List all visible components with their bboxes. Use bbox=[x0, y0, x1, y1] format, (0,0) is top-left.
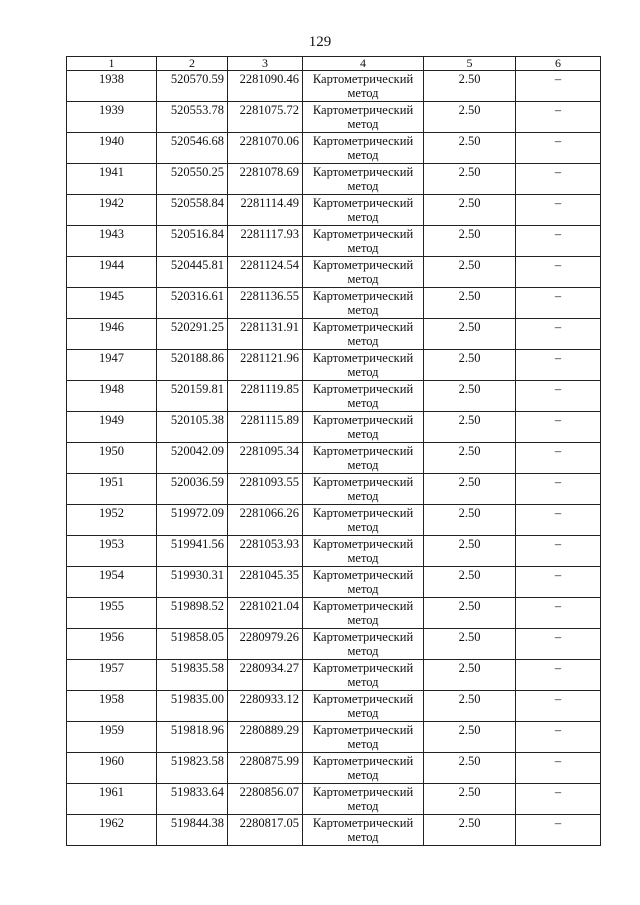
x-coordinate-cell: 520516.84 bbox=[157, 226, 228, 257]
accuracy-cell: 2.50 bbox=[424, 257, 516, 288]
note-cell: – bbox=[516, 722, 601, 753]
note-cell: – bbox=[516, 102, 601, 133]
point-number-cell: 1958 bbox=[67, 691, 157, 722]
y-coordinate-cell: 2281090.46 bbox=[228, 71, 303, 102]
x-coordinate-cell: 520159.81 bbox=[157, 381, 228, 412]
table-row bbox=[67, 660, 601, 691]
table-row bbox=[67, 784, 601, 815]
accuracy-cell: 2.50 bbox=[424, 133, 516, 164]
point-number-cell: 1953 bbox=[67, 536, 157, 567]
x-coordinate-cell: 520036.59 bbox=[157, 474, 228, 505]
y-coordinate-cell: 2280933.12 bbox=[228, 691, 303, 722]
method-cell: Картометрический метод bbox=[303, 102, 424, 133]
y-coordinate-cell: 2281136.55 bbox=[228, 288, 303, 319]
note-cell: – bbox=[516, 598, 601, 629]
table-row bbox=[67, 505, 601, 536]
y-coordinate-cell: 2281131.91 bbox=[228, 319, 303, 350]
point-number-cell: 1961 bbox=[67, 784, 157, 815]
table-row bbox=[67, 381, 601, 412]
note-cell: – bbox=[516, 381, 601, 412]
method-cell: Картометрический метод bbox=[303, 722, 424, 753]
point-number-cell: 1952 bbox=[67, 505, 157, 536]
x-coordinate-cell: 520570.59 bbox=[157, 71, 228, 102]
accuracy-cell: 2.50 bbox=[424, 753, 516, 784]
table-row bbox=[67, 629, 601, 660]
x-coordinate-cell: 519823.58 bbox=[157, 753, 228, 784]
y-coordinate-cell: 2280856.07 bbox=[228, 784, 303, 815]
table-row bbox=[67, 226, 601, 257]
method-cell: Картометрический метод bbox=[303, 598, 424, 629]
method-cell: Картометрический метод bbox=[303, 71, 424, 102]
table-row bbox=[67, 350, 601, 381]
x-coordinate-cell: 519818.96 bbox=[157, 722, 228, 753]
coordinates-table bbox=[66, 56, 601, 846]
accuracy-cell: 2.50 bbox=[424, 164, 516, 195]
method-cell: Картометрический метод bbox=[303, 536, 424, 567]
note-cell: – bbox=[516, 164, 601, 195]
point-number-cell: 1959 bbox=[67, 722, 157, 753]
x-coordinate-cell: 520316.61 bbox=[157, 288, 228, 319]
table-row bbox=[67, 412, 601, 443]
table-row bbox=[67, 722, 601, 753]
accuracy-cell: 2.50 bbox=[424, 598, 516, 629]
y-coordinate-cell: 2281124.54 bbox=[228, 257, 303, 288]
table-body bbox=[67, 71, 601, 846]
accuracy-cell: 2.50 bbox=[424, 195, 516, 226]
note-cell: – bbox=[516, 505, 601, 536]
x-coordinate-cell: 520188.86 bbox=[157, 350, 228, 381]
accuracy-cell: 2.50 bbox=[424, 102, 516, 133]
column-header-3: 3 bbox=[228, 57, 303, 71]
table-row bbox=[67, 443, 601, 474]
note-cell: – bbox=[516, 412, 601, 443]
accuracy-cell: 2.50 bbox=[424, 319, 516, 350]
accuracy-cell: 2.50 bbox=[424, 815, 516, 846]
point-number-cell: 1941 bbox=[67, 164, 157, 195]
point-number-cell: 1947 bbox=[67, 350, 157, 381]
point-number-cell: 1955 bbox=[67, 598, 157, 629]
table-row bbox=[67, 164, 601, 195]
accuracy-cell: 2.50 bbox=[424, 722, 516, 753]
y-coordinate-cell: 2280889.29 bbox=[228, 722, 303, 753]
point-number-cell: 1943 bbox=[67, 226, 157, 257]
point-number-cell: 1962 bbox=[67, 815, 157, 846]
method-cell: Картометрический метод bbox=[303, 784, 424, 815]
accuracy-cell: 2.50 bbox=[424, 350, 516, 381]
y-coordinate-cell: 2281053.93 bbox=[228, 536, 303, 567]
method-cell: Картометрический метод bbox=[303, 567, 424, 598]
page-number: 129 bbox=[308, 34, 332, 50]
x-coordinate-cell: 520553.78 bbox=[157, 102, 228, 133]
x-coordinate-cell: 519835.00 bbox=[157, 691, 228, 722]
x-coordinate-cell: 519972.09 bbox=[157, 505, 228, 536]
column-header-6: 6 bbox=[516, 57, 601, 71]
point-number-cell: 1957 bbox=[67, 660, 157, 691]
table-row bbox=[67, 319, 601, 350]
point-number-cell: 1946 bbox=[67, 319, 157, 350]
note-cell: – bbox=[516, 567, 601, 598]
y-coordinate-cell: 2280979.26 bbox=[228, 629, 303, 660]
column-header-4: 4 bbox=[303, 57, 424, 71]
method-cell: Картометрический метод bbox=[303, 257, 424, 288]
accuracy-cell: 2.50 bbox=[424, 536, 516, 567]
x-coordinate-cell: 519898.52 bbox=[157, 598, 228, 629]
method-cell: Картометрический метод bbox=[303, 350, 424, 381]
y-coordinate-cell: 2281121.96 bbox=[228, 350, 303, 381]
point-number-cell: 1938 bbox=[67, 71, 157, 102]
column-header-2: 2 bbox=[157, 57, 228, 71]
y-coordinate-cell: 2281075.72 bbox=[228, 102, 303, 133]
x-coordinate-cell: 519844.38 bbox=[157, 815, 228, 846]
column-header-1: 1 bbox=[67, 57, 157, 71]
table-row bbox=[67, 288, 601, 319]
note-cell: – bbox=[516, 691, 601, 722]
note-cell: – bbox=[516, 319, 601, 350]
y-coordinate-cell: 2281115.89 bbox=[228, 412, 303, 443]
note-cell: – bbox=[516, 257, 601, 288]
table-row bbox=[67, 691, 601, 722]
method-cell: Картометрический метод bbox=[303, 288, 424, 319]
point-number-cell: 1951 bbox=[67, 474, 157, 505]
x-coordinate-cell: 520105.38 bbox=[157, 412, 228, 443]
table-row bbox=[67, 257, 601, 288]
x-coordinate-cell: 520042.09 bbox=[157, 443, 228, 474]
table-row bbox=[67, 133, 601, 164]
x-coordinate-cell: 519835.58 bbox=[157, 660, 228, 691]
note-cell: – bbox=[516, 629, 601, 660]
method-cell: Картометрический метод bbox=[303, 195, 424, 226]
y-coordinate-cell: 2281119.85 bbox=[228, 381, 303, 412]
note-cell: – bbox=[516, 536, 601, 567]
accuracy-cell: 2.50 bbox=[424, 412, 516, 443]
accuracy-cell: 2.50 bbox=[424, 567, 516, 598]
point-number-cell: 1940 bbox=[67, 133, 157, 164]
y-coordinate-cell: 2280817.05 bbox=[228, 815, 303, 846]
table-row bbox=[67, 474, 601, 505]
table-row bbox=[67, 598, 601, 629]
method-cell: Картометрический метод bbox=[303, 629, 424, 660]
note-cell: – bbox=[516, 660, 601, 691]
point-number-cell: 1960 bbox=[67, 753, 157, 784]
y-coordinate-cell: 2281114.49 bbox=[228, 195, 303, 226]
accuracy-cell: 2.50 bbox=[424, 474, 516, 505]
accuracy-cell: 2.50 bbox=[424, 71, 516, 102]
y-coordinate-cell: 2281066.26 bbox=[228, 505, 303, 536]
point-number-cell: 1945 bbox=[67, 288, 157, 319]
note-cell: – bbox=[516, 474, 601, 505]
method-cell: Картометрический метод bbox=[303, 474, 424, 505]
accuracy-cell: 2.50 bbox=[424, 629, 516, 660]
accuracy-cell: 2.50 bbox=[424, 505, 516, 536]
note-cell: – bbox=[516, 71, 601, 102]
point-number-cell: 1939 bbox=[67, 102, 157, 133]
note-cell: – bbox=[516, 753, 601, 784]
accuracy-cell: 2.50 bbox=[424, 660, 516, 691]
method-cell: Картометрический метод bbox=[303, 164, 424, 195]
x-coordinate-cell: 519941.56 bbox=[157, 536, 228, 567]
x-coordinate-cell: 520558.84 bbox=[157, 195, 228, 226]
y-coordinate-cell: 2281070.06 bbox=[228, 133, 303, 164]
method-cell: Картометрический метод bbox=[303, 691, 424, 722]
accuracy-cell: 2.50 bbox=[424, 381, 516, 412]
y-coordinate-cell: 2281078.69 bbox=[228, 164, 303, 195]
point-number-cell: 1948 bbox=[67, 381, 157, 412]
x-coordinate-cell: 519833.64 bbox=[157, 784, 228, 815]
method-cell: Картометрический метод bbox=[303, 660, 424, 691]
method-cell: Картометрический метод bbox=[303, 319, 424, 350]
note-cell: – bbox=[516, 288, 601, 319]
x-coordinate-cell: 520445.81 bbox=[157, 257, 228, 288]
column-header-5: 5 bbox=[424, 57, 516, 71]
method-cell: Картометрический метод bbox=[303, 412, 424, 443]
y-coordinate-cell: 2280934.27 bbox=[228, 660, 303, 691]
y-coordinate-cell: 2281045.35 bbox=[228, 567, 303, 598]
x-coordinate-cell: 520546.68 bbox=[157, 133, 228, 164]
y-coordinate-cell: 2280875.99 bbox=[228, 753, 303, 784]
x-coordinate-cell: 519858.05 bbox=[157, 629, 228, 660]
y-coordinate-cell: 2281117.93 bbox=[228, 226, 303, 257]
point-number-cell: 1950 bbox=[67, 443, 157, 474]
note-cell: – bbox=[516, 226, 601, 257]
table-header bbox=[67, 57, 601, 71]
x-coordinate-cell: 519930.31 bbox=[157, 567, 228, 598]
accuracy-cell: 2.50 bbox=[424, 691, 516, 722]
note-cell: – bbox=[516, 443, 601, 474]
y-coordinate-cell: 2281093.55 bbox=[228, 474, 303, 505]
note-cell: – bbox=[516, 350, 601, 381]
y-coordinate-cell: 2281021.04 bbox=[228, 598, 303, 629]
note-cell: – bbox=[516, 195, 601, 226]
point-number-cell: 1949 bbox=[67, 412, 157, 443]
table-row bbox=[67, 567, 601, 598]
method-cell: Картометрический метод bbox=[303, 505, 424, 536]
point-number-cell: 1942 bbox=[67, 195, 157, 226]
table-row bbox=[67, 195, 601, 226]
point-number-cell: 1956 bbox=[67, 629, 157, 660]
method-cell: Картометрический метод bbox=[303, 443, 424, 474]
y-coordinate-cell: 2281095.34 bbox=[228, 443, 303, 474]
table-row bbox=[67, 815, 601, 846]
accuracy-cell: 2.50 bbox=[424, 288, 516, 319]
method-cell: Картометрический метод bbox=[303, 133, 424, 164]
x-coordinate-cell: 520550.25 bbox=[157, 164, 228, 195]
method-cell: Картометрический метод bbox=[303, 815, 424, 846]
method-cell: Картометрический метод bbox=[303, 753, 424, 784]
accuracy-cell: 2.50 bbox=[424, 443, 516, 474]
header-row bbox=[67, 57, 601, 71]
table-row bbox=[67, 71, 601, 102]
point-number-cell: 1944 bbox=[67, 257, 157, 288]
note-cell: – bbox=[516, 815, 601, 846]
method-cell: Картометрический метод bbox=[303, 381, 424, 412]
method-cell: Картометрический метод bbox=[303, 226, 424, 257]
point-number-cell: 1954 bbox=[67, 567, 157, 598]
note-cell: – bbox=[516, 784, 601, 815]
accuracy-cell: 2.50 bbox=[424, 226, 516, 257]
x-coordinate-cell: 520291.25 bbox=[157, 319, 228, 350]
note-cell: – bbox=[516, 133, 601, 164]
table-row bbox=[67, 102, 601, 133]
accuracy-cell: 2.50 bbox=[424, 784, 516, 815]
table-row bbox=[67, 753, 601, 784]
table-row bbox=[67, 536, 601, 567]
